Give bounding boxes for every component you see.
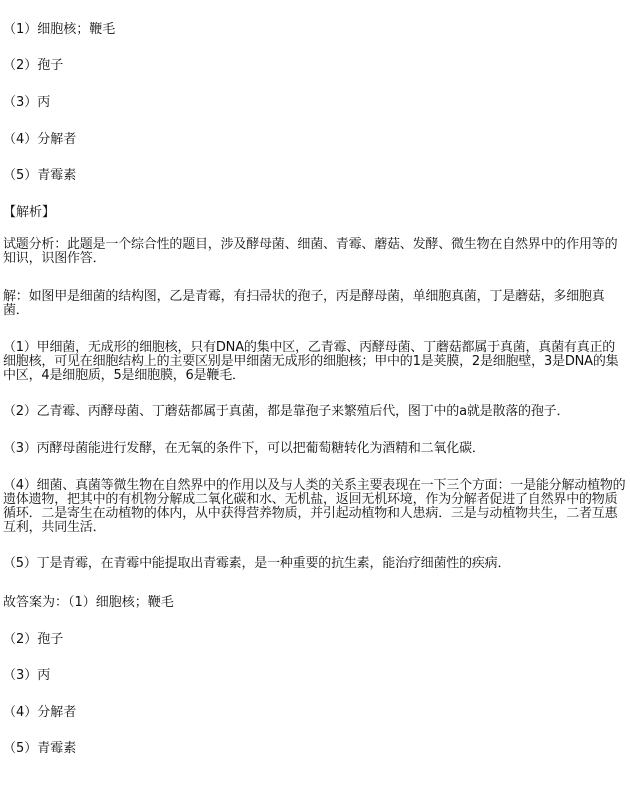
final-answer-4: （4）分解者 [3,705,77,720]
analysis-paragraph-2: 解：如图甲是细菌的结构图，乙是青霉，有扫帚状的孢子，丙是酵母菌，单细胞真菌，丁是蘑菇，多细胞真菌． [3,289,605,318]
final-answer-2: （2）孢子 [3,632,64,647]
final-answer-5: （5）青霉素 [3,741,77,756]
analysis-paragraph-5: （3）丙酵母菌能进行发酵，在无氧的条件下，可以把葡萄糖转化为酒精和二氧化碳． [3,441,485,456]
answer-1: （1）细胞核；鞭毛 [3,22,116,37]
analysis-paragraph-7: （5）丁是青霉，在青霉中能提取出青霉素，是一种重要的抗生素，能治疗细菌性的疾病． [3,556,511,571]
final-answer-1: 故答案为：（1）细胞核；鞭毛 [3,595,174,610]
analysis-paragraph-3: （1）甲细菌，无成形的细胞核，只有DNA的集中区，乙青霉、丙酵母菌、丁蘑菇都属于真菌，真菌有真正的细胞核，可见在细胞结构上的主要区别是甲细菌无成形的细胞核；甲中的1是荚膜，2是细胞壁，3是DNA的集中区，4是细胞质，5是细胞膜，6是鞭毛． [3,340,619,383]
analysis-paragraph-1: 试题分析：此题是一个综合性的题目，涉及酵母菌、细菌、青霉、蘑菇、发酵、微生物在自然界中的作用等的知识，识图作答． [3,237,618,266]
analysis-heading: 【解析】 [3,205,56,220]
answer-3: （3）丙 [3,95,51,110]
answer-4: （4）分解者 [3,132,77,147]
analysis-paragraph-4: （2）乙青霉、丙酵母菌、丁蘑菇都属于真菌，都是靠孢子来繁殖后代，图丁中的a就是散落的孢子． [3,404,570,419]
answer-5: （5）青霉素 [3,168,77,183]
analysis-paragraph-6: （4）细菌、真菌等微生物在自然界中的作用以及与人类的关系主要表现在一下三个方面：一是能分解动植物的遗体遗物，把其中的有机物分解成二氧化碳和水、无机盐，返回无机环境，作为分解者促进了自然界中的物质循环．二是寄生在动植物的体内，从中获得营养物质，并引起动植物和人患病．三是与动植物共生，二者互惠互利，共同生活． [3,478,626,535]
answer-2: （2）孢子 [3,58,64,73]
final-answer-3: （3）丙 [3,668,51,683]
